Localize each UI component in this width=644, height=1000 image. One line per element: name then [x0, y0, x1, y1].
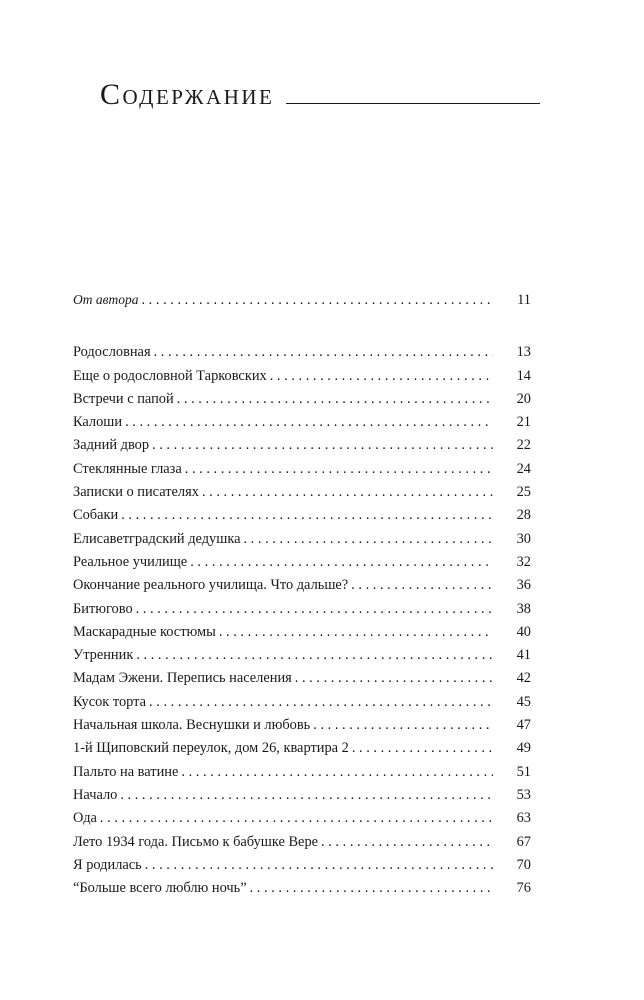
- toc-entry-title: Утренник: [73, 647, 134, 664]
- toc-entry[interactable]: [73, 504, 531, 527]
- dot-leader: [121, 504, 493, 527]
- toc-entry-page: 22: [516, 437, 531, 454]
- toc-entry[interactable]: [73, 714, 531, 737]
- toc-entry[interactable]: [73, 411, 531, 434]
- toc-entry-title: Начальная школа. Веснушки и любовь: [73, 717, 311, 734]
- toc-entry-page: 42: [516, 670, 531, 687]
- toc-entry-title: Реальное училище: [73, 553, 188, 570]
- toc-entry[interactable]: [73, 784, 531, 807]
- toc-entry-intro[interactable]: [73, 288, 531, 311]
- toc-entry-page: 76: [516, 880, 531, 897]
- toc-entry-title: 1-й Щиповский переулок, дом 26, квартира 2: [73, 740, 349, 757]
- dot-leader: [100, 807, 493, 830]
- toc-entry-title: Калоши: [73, 414, 123, 431]
- toc-entry[interactable]: [73, 365, 531, 388]
- dot-leader: [152, 434, 493, 457]
- dot-leader: [321, 831, 493, 854]
- dot-leader: [295, 667, 493, 690]
- toc-entry-title: Окончание реального училища. Что дальше?: [73, 577, 349, 594]
- toc-entry[interactable]: [73, 877, 531, 900]
- toc-entry-title: Я родилась: [73, 856, 142, 873]
- page-title: Содержание: [100, 78, 275, 111]
- toc-entry-page: 47: [516, 717, 531, 734]
- toc-entry-title: “Больше всего люблю ночь”: [73, 880, 247, 897]
- toc-entry-page: 36: [516, 577, 531, 594]
- dot-leader: [125, 411, 493, 434]
- toc-entry[interactable]: [73, 458, 531, 481]
- toc-entry-title: Встречи с папой: [73, 390, 174, 407]
- toc-entry[interactable]: [73, 551, 531, 574]
- dot-leader: [351, 574, 493, 597]
- toc-entry-title: Мадам Эжени. Перепись населения: [73, 670, 292, 687]
- dot-leader: [177, 388, 493, 411]
- toc-entry-page: 20: [516, 390, 531, 407]
- toc-entry-title: От автора: [73, 292, 139, 307]
- toc-entry-title: Битюгово: [73, 600, 133, 617]
- toc-entry[interactable]: [73, 434, 531, 457]
- dot-leader: [185, 458, 493, 481]
- toc-entry-page: 53: [516, 786, 531, 803]
- toc-entry[interactable]: [73, 761, 531, 784]
- toc-entry-title: Пальто на ватине: [73, 763, 179, 780]
- contents-heading: [100, 80, 540, 114]
- toc-entry-title: Еще о родословной Тарковских: [73, 367, 267, 384]
- toc-entry[interactable]: [73, 831, 531, 854]
- toc-entry[interactable]: [73, 854, 531, 877]
- table-of-contents: [73, 288, 531, 900]
- toc-entry-title: Стеклянные глаза: [73, 460, 182, 477]
- toc-entry-page: 11: [517, 292, 531, 308]
- toc-entry[interactable]: [73, 341, 531, 364]
- toc-entry[interactable]: [73, 691, 531, 714]
- dot-leader: [154, 341, 493, 364]
- dot-leader: [270, 365, 493, 388]
- dot-leader: [149, 691, 493, 714]
- toc-entry-page: 38: [516, 600, 531, 617]
- toc-entry-page: 28: [516, 507, 531, 524]
- heading-rule: [286, 103, 540, 104]
- dot-leader: [243, 528, 493, 551]
- dot-leader: [120, 784, 493, 807]
- dot-leader: [136, 644, 493, 667]
- toc-entry[interactable]: [73, 598, 531, 621]
- toc-entry-title: Начало: [73, 786, 118, 803]
- dot-leader: [250, 877, 493, 900]
- toc-entry-title: Кусок торта: [73, 693, 147, 710]
- dot-leader: [136, 598, 493, 621]
- toc-entry-page: 14: [516, 367, 531, 384]
- toc-entry-page: 70: [516, 856, 531, 873]
- toc-entry-page: 21: [516, 414, 531, 431]
- dot-leader: [141, 289, 493, 312]
- toc-entry-page: 41: [516, 647, 531, 664]
- toc-entry[interactable]: [73, 574, 531, 597]
- toc-entry-page: 49: [516, 740, 531, 757]
- toc-list: [73, 341, 531, 900]
- toc-entry-page: 51: [516, 763, 531, 780]
- toc-entry-page: 63: [516, 810, 531, 827]
- toc-entry-page: 32: [516, 553, 531, 570]
- toc-entry-page: 25: [516, 484, 531, 501]
- toc-entry-page: 24: [516, 460, 531, 477]
- dot-leader: [190, 551, 493, 574]
- dot-leader: [219, 621, 493, 644]
- toc-entry-page: 45: [516, 693, 531, 710]
- toc-entry-title: Записки о писателях: [73, 484, 199, 501]
- toc-entry[interactable]: [73, 481, 531, 504]
- dot-leader: [313, 714, 493, 737]
- toc-entry-title: Ода: [73, 810, 97, 827]
- toc-entry-page: 13: [516, 344, 531, 361]
- dot-leader: [181, 761, 493, 784]
- toc-entry-page: 67: [516, 833, 531, 850]
- toc-entry-title: Собаки: [73, 507, 119, 524]
- dot-leader: [352, 737, 493, 760]
- dot-leader: [145, 854, 493, 877]
- toc-entry[interactable]: [73, 644, 531, 667]
- toc-entry[interactable]: [73, 388, 531, 411]
- toc-gap: [73, 311, 531, 341]
- toc-entry-title: Задний двор: [73, 437, 150, 454]
- toc-entry-title: Елисаветградский дедушка: [73, 530, 241, 547]
- toc-entry[interactable]: [73, 737, 531, 760]
- dot-leader: [202, 481, 493, 504]
- toc-entry[interactable]: [73, 621, 531, 644]
- toc-entry[interactable]: [73, 528, 531, 551]
- toc-entry[interactable]: [73, 667, 531, 690]
- toc-entry-page: 40: [516, 623, 531, 640]
- toc-entry-title: Маскарадные костюмы: [73, 623, 216, 640]
- toc-entry-title: Лето 1934 года. Письмо к бабушке Вере: [73, 833, 319, 850]
- toc-entry[interactable]: [73, 807, 531, 830]
- toc-entry-page: 30: [516, 530, 531, 547]
- toc-entry-title: Родословная: [73, 344, 151, 361]
